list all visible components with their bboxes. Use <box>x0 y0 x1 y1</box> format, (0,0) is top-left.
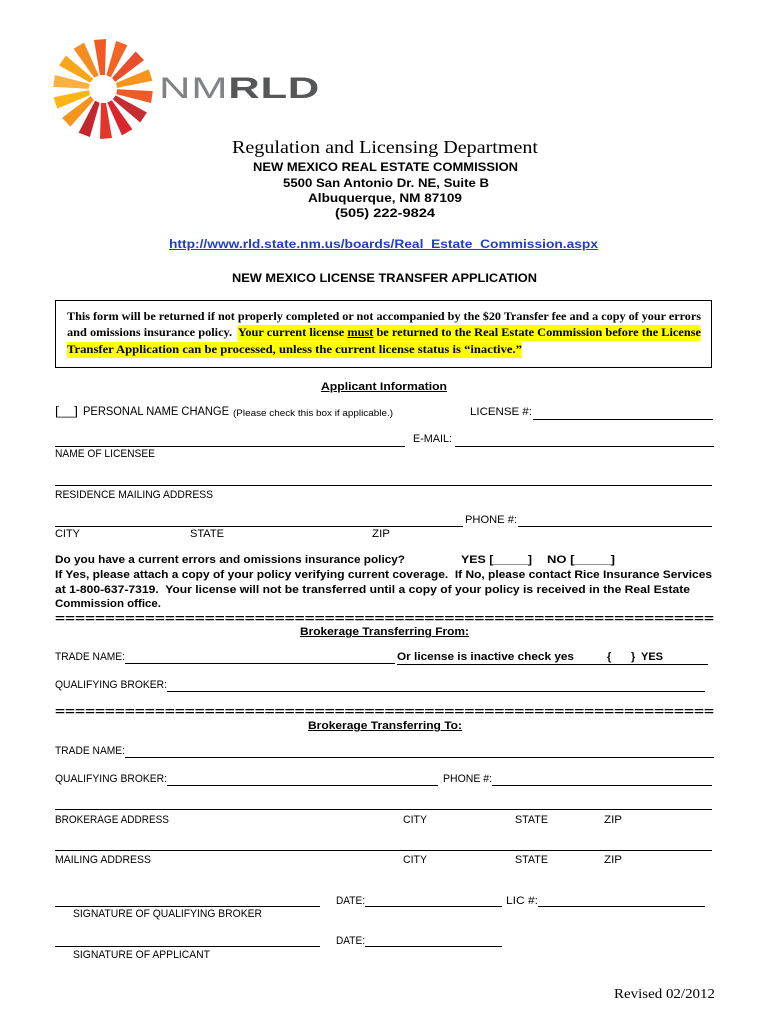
applicant-information-heading: Applicant Information <box>321 381 448 393</box>
notice-highlight-post: be returned to the Real Estate Commission before the License <box>376 327 701 339</box>
to-qualifying-broker-label: QUALIFYING BROKER: <box>55 773 168 785</box>
insurance-instructions-line-3: Commission office. <box>55 598 162 610</box>
brokerage-state-label: STATE <box>515 814 548 826</box>
commission-phone: (505) 222-9824 <box>335 208 436 220</box>
form-title: NEW MEXICO LICENSE TRANSFER APPLICATION <box>232 273 538 285</box>
broker-date-label: DATE: <box>336 895 366 907</box>
inactive-brace-close: } <box>631 651 636 663</box>
inactive-underline <box>397 664 708 665</box>
mailing-address-field[interactable] <box>55 850 712 851</box>
broker-license-number-field[interactable] <box>538 906 705 907</box>
transferring-to-heading: Brokerage Transferring To: <box>308 720 463 732</box>
section-separator: ================================================================== <box>55 613 714 625</box>
broker-lic-label: LIC #: <box>506 895 538 907</box>
to-trade-name-label: TRADE NAME: <box>55 745 125 757</box>
brokerage-address-label: BROKERAGE ADDRESS <box>55 814 169 826</box>
notice-line-2-plain: and omissions insurance policy. <box>67 327 233 339</box>
notice-line-1: This form will be returned if not properly completed or not accompanied by the $20 Transfer fee and a copy of your errors <box>67 311 701 323</box>
commission-name: NEW MEXICO REAL ESTATE COMMISSION <box>253 162 519 174</box>
from-qualifying-broker-field[interactable] <box>167 691 705 692</box>
broker-signature-field[interactable] <box>55 906 320 907</box>
broker-date-field[interactable] <box>365 906 502 907</box>
to-phone-field[interactable] <box>492 785 712 786</box>
from-trade-name-label: TRADE NAME: <box>55 651 125 663</box>
email-label: E-MAIL: <box>413 433 452 445</box>
wordmark-rld: RLD <box>228 72 320 105</box>
name-change-label: PERSONAL NAME CHANGE <box>83 406 230 418</box>
notice-highlight <box>238 325 701 341</box>
name-change-checkbox[interactable]: [__] <box>55 406 79 418</box>
email-field[interactable] <box>455 446 714 447</box>
insurance-question: Do you have a current errors and omissions insurance policy? <box>55 554 406 566</box>
broker-signature-label: SIGNATURE OF QUALIFYING BROKER <box>73 908 262 920</box>
wordmark-nm: NM <box>159 72 229 105</box>
nmrld-wordmark <box>159 74 320 104</box>
inactive-brace-open: { <box>607 651 612 663</box>
applicant-city-label: CITY <box>55 528 80 540</box>
brokerage-address-field[interactable] <box>55 809 712 810</box>
applicant-state-label: STATE <box>190 528 225 540</box>
notice-line-3 <box>67 343 522 357</box>
applicant-phone-label: PHONE #: <box>465 514 518 526</box>
from-trade-name-field[interactable] <box>125 663 395 664</box>
residence-address-field[interactable] <box>55 485 712 486</box>
transferring-from-heading: Brokerage Transferring From: <box>300 626 469 638</box>
address-line-1: 5500 San Antonio Dr. NE, Suite B <box>283 178 489 190</box>
revision-date: Revised 02/2012 <box>614 987 716 1002</box>
city-state-zip-field[interactable] <box>55 526 463 527</box>
to-trade-name-field[interactable] <box>125 757 714 758</box>
notice-line-3-highlight: Transfer Application can be processed, unless the current license status is “inactive.” <box>67 344 522 356</box>
logo-starburst <box>52 39 153 139</box>
from-qualifying-broker-label: QUALIFYING BROKER: <box>55 679 168 691</box>
notice-highlight-pre: Your current license <box>237 327 345 339</box>
license-number-label: LICENSE #: <box>470 406 532 418</box>
notice-emphasis-must: must <box>347 327 374 339</box>
notice-line-2 <box>67 326 701 340</box>
license-number-field[interactable] <box>533 419 713 420</box>
applicant-signature-label: SIGNATURE OF APPLICANT <box>73 949 211 961</box>
nmrld-logo-mark <box>50 36 158 144</box>
insurance-instructions-line-2: at 1-800-637-7319. Your license will not be transferred until a copy of your policy is received in the Real Estate <box>55 584 690 596</box>
applicant-zip-label: ZIP <box>372 528 391 540</box>
insurance-no-checkbox[interactable]: NO [_____] <box>547 554 615 566</box>
inactive-license-label: Or license is inactive check yes <box>397 651 574 663</box>
brokerage-zip-label: ZIP <box>604 814 623 826</box>
commission-website-link[interactable]: http://www.rld.state.nm.us/boards/Real_Estate_Commission.aspx <box>169 239 599 251</box>
name-change-hint: (Please check this box if applicable.) <box>233 408 394 418</box>
licensee-name-label: NAME OF LICENSEE <box>55 448 156 460</box>
insurance-instructions-line-1: If Yes, please attach a copy of your policy verifying current coverage. If No, please contact Rice Insurance Services <box>55 569 713 581</box>
applicant-date-field[interactable] <box>365 946 502 947</box>
to-qualifying-broker-field[interactable] <box>167 785 438 786</box>
inactive-yes-label: YES <box>641 651 664 663</box>
applicant-date-label: DATE: <box>336 935 366 947</box>
applicant-signature-field[interactable] <box>55 946 320 947</box>
mailing-address-label: MAILING ADDRESS <box>55 854 151 866</box>
brokerage-city-label: CITY <box>403 814 427 826</box>
section-separator: ================================================================== <box>55 706 714 718</box>
mailing-city-label: CITY <box>403 854 427 866</box>
insurance-yes-checkbox[interactable]: YES [_____] <box>461 554 533 566</box>
to-phone-label: PHONE #: <box>443 773 493 785</box>
address-line-2: Albuquerque, NM 87109 <box>308 193 462 205</box>
licensee-name-field[interactable] <box>55 446 405 447</box>
applicant-phone-field[interactable] <box>518 526 712 527</box>
mailing-zip-label: ZIP <box>604 854 623 866</box>
residence-address-label: RESIDENCE MAILING ADDRESS <box>55 489 214 501</box>
department-title: Regulation and Licensing Department <box>232 137 539 157</box>
mailing-state-label: STATE <box>515 854 548 866</box>
